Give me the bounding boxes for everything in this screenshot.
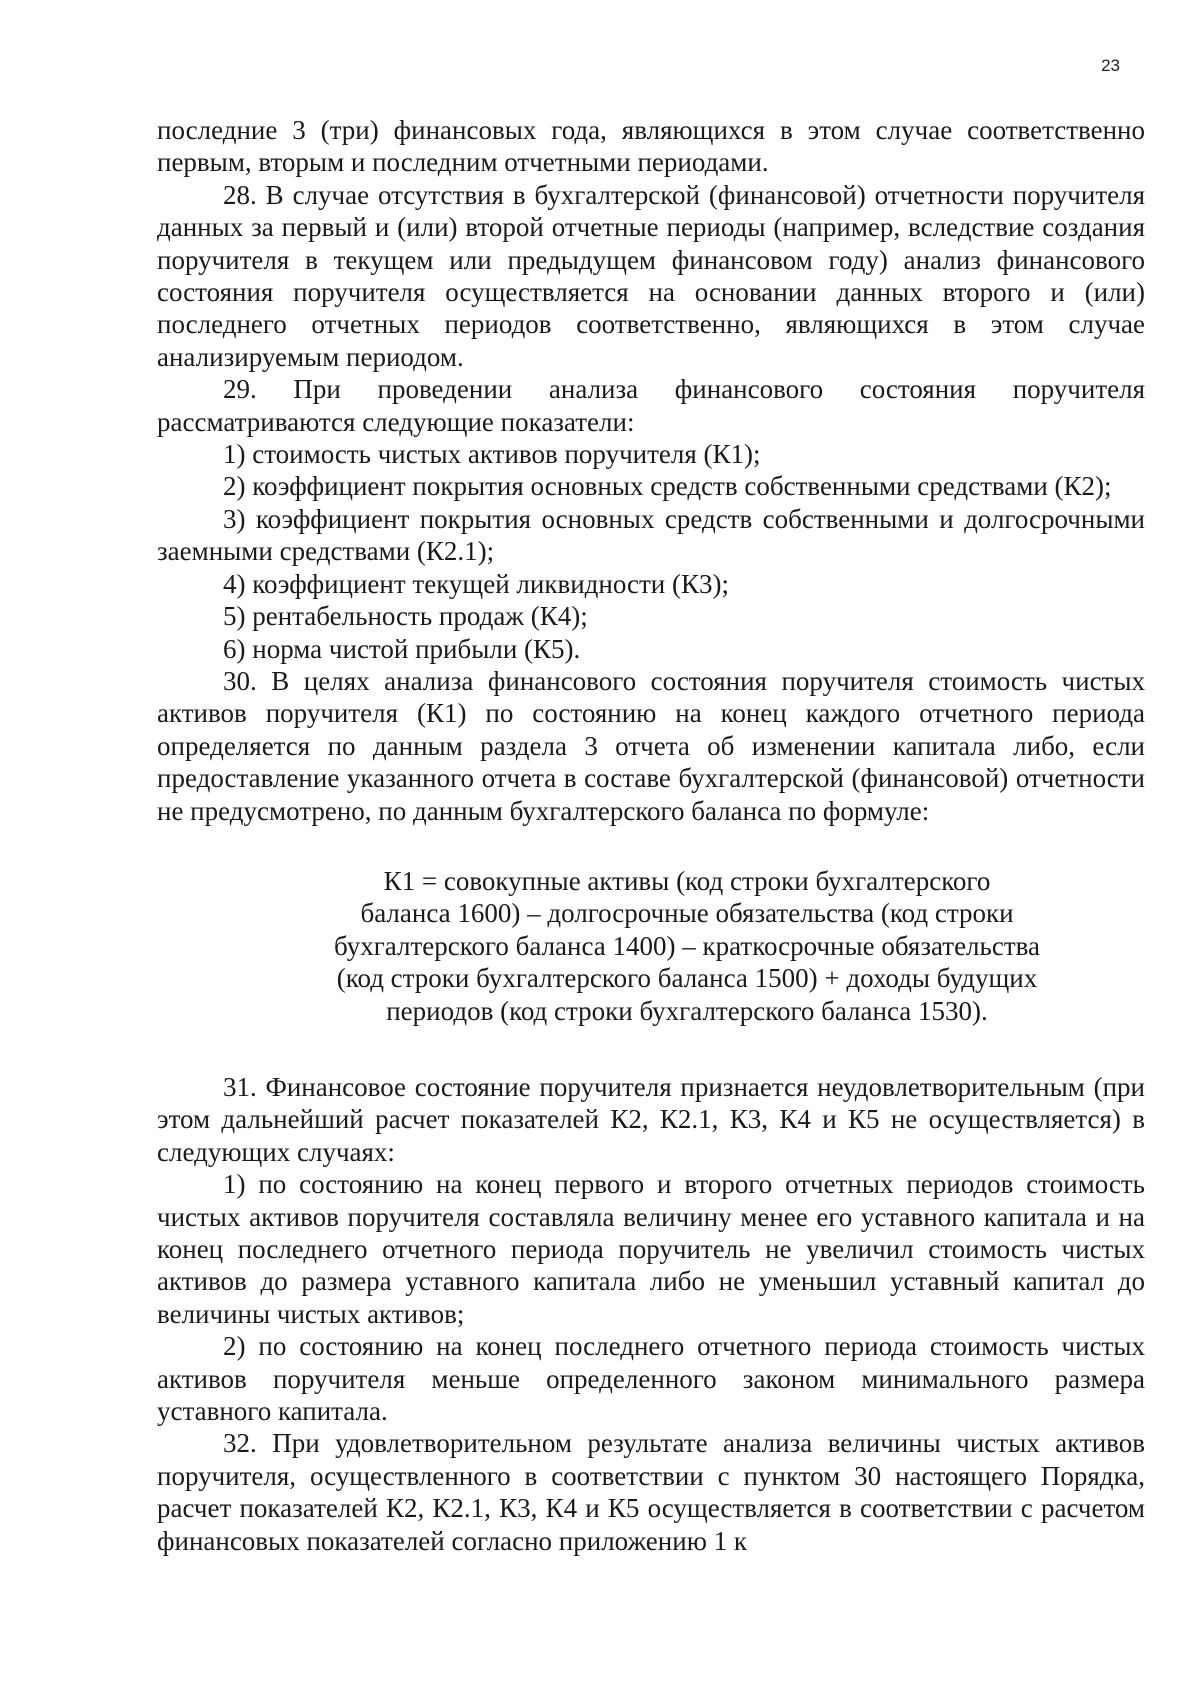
list-item-2: 2) коэффициент покрытия основных средств собственными средствами (К2); bbox=[223, 471, 1112, 502]
paragraph-32: 32. При удовлетворительном результате анализа величины чистых активов поручителя, осуществленного в соответствии с пунктом 30 настоящего Порядка, расчет показателей К2, К2.1, К3, К4 и К5 осуществляется в соответствии с расчетом финансовых показателей согласно приложению 1 к bbox=[157, 1428, 1145, 1556]
list-item-1: 1) стоимость чистых активов поручителя (К1); bbox=[223, 439, 761, 470]
paragraph-31-item-1: 1) по состоянию на конец первого и второго отчетных периодов стоимость чистых активов поручителя составляла величину менее его уставного капитала и на конец последнего отчетного периода поручитель не увеличил стоимость чистых активов до размера уставного капитала либо не уменьшил уставный капитал до величины чистых активов; bbox=[157, 1169, 1145, 1329]
formula-line: К1 = совокупные активы (код строки бухгалтерского bbox=[383, 865, 991, 896]
list-item-3: 3) коэффициент покрытия основных средств собственными и долгосрочными заемными средствами (К2.1); bbox=[157, 503, 1145, 567]
formula-line: бухгалтерского баланса 1400) – краткосрочные обязательства bbox=[333, 930, 1041, 961]
paragraph-continuation: последние 3 (три) финансовых года, являющихся в этом случае соответственно первым, вторым и последним отчетными периодами. bbox=[157, 115, 1145, 178]
paragraph-28: 28. В случае отсутствия в бухгалтерской (финансовой) отчетности поручителя данных за первый и (или) второй отчетные периоды (например, вследствие создания поручителя в текущем или предыдущем финансовом году) анализ финансового состояния поручителя осуществляется на основании данных второго и (или) последнего отчетных периодов соответственно, являющихся в этом случае анализируемым периодом. bbox=[157, 179, 1145, 372]
page-number: 23 bbox=[1101, 56, 1120, 75]
list-item-6: 6) норма чистой прибыли (К5). bbox=[223, 633, 581, 664]
formula-line: периодов (код строки бухгалтерского баланса 1530). bbox=[386, 995, 988, 1026]
document-body bbox=[157, 114, 1145, 1557]
paragraph-31-item-2: 2) по состоянию на конец последнего отчетного периода стоимость чистых активов поручителя меньше определенного законом минимального размера уставного капитала. bbox=[157, 1331, 1145, 1427]
list-item-5: 5) рентабельность продаж (К4); bbox=[223, 601, 588, 632]
formula-line: баланса 1600) – долгосрочные обязательства (код строки bbox=[360, 898, 1014, 929]
formula-line: (код строки бухгалтерского баланса 1500) + доходы будущих bbox=[336, 963, 1038, 994]
formula-k1 bbox=[307, 865, 1067, 1027]
list-item-4: 4) коэффициент текущей ликвидности (К3); bbox=[223, 568, 729, 599]
paragraph-29: 29. При проведении анализа финансового состояния поручителя рассматриваются следующие показатели: bbox=[157, 374, 1145, 437]
paragraph-30: 30. В целях анализа финансового состояния поручителя стоимость чистых активов поручителя (К1) по состоянию на конец каждого отчетного периода определяется по данным раздела 3 отчета об изменении капитала либо, если предоставление указанного отчета в составе бухгалтерской (финансовой) отчетности не предусмотрено, по данным бухгалтерского баланса по формуле: bbox=[157, 665, 1145, 826]
paragraph-31: 31. Финансовое состояние поручителя признается неудовлетворительным (при этом дальнейший расчет показателей К2, К2.1, К3, К4 и К5 не осуществляется) в следующих случаях: bbox=[157, 1071, 1145, 1167]
